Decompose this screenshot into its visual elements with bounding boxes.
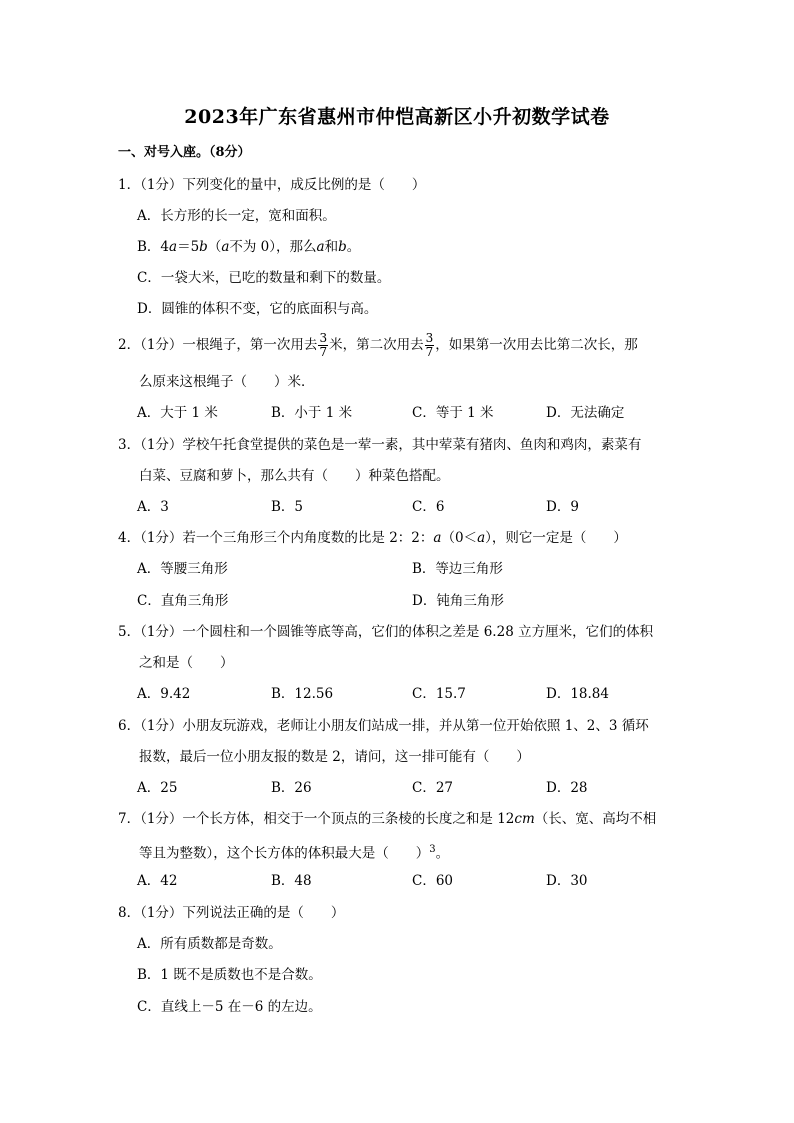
- question-1-option-b: B．4a＝5b（a不为 0），那么a和b。: [137, 239, 361, 255]
- section-heading: 一、对号入座。（8分）: [118, 145, 251, 160]
- question-5-option-d: D．18.84: [546, 686, 609, 702]
- question-3-stem-line-1: 3．（1分）学校午托食堂提供的菜色是一荤一素，其中荤菜有猪肉、鱼肉和鸡肉，素菜有: [118, 437, 642, 453]
- question-7-option-c: C．60: [412, 873, 454, 889]
- question-7-stem-line-1: 7．（1分）一个长方体，相交于一个顶点的三条棱的长度之和是 12cm（长、宽、高均不相: [118, 811, 657, 827]
- question-2-option-a: A．大于 1 米: [137, 405, 218, 421]
- question-2-stem-line-1: 2．（1分）一根绳子，第一次用去 $\frac{3}{7}$ 米，第二次用去 $\frac{3}{7}$ ，如果第一次用去比第二次长，那: [118, 331, 638, 359]
- question-7-option-d: D．30: [546, 873, 588, 889]
- question-8-option-a: A．所有质数都是奇数。: [137, 936, 282, 952]
- question-2-option-d: D．无法确定: [546, 405, 625, 421]
- question-3-option-c: C．6: [412, 499, 445, 515]
- question-6-option-b: B．26: [271, 780, 312, 796]
- question-5-option-a: A．9.42: [137, 686, 191, 702]
- question-4-option-d: D．钝角三角形: [412, 593, 504, 609]
- question-2-stem-line-2: 么原来这根绳子（ ）米．: [139, 374, 315, 390]
- question-2-option-c: C．等于 1 米: [412, 405, 494, 421]
- question-4-option-b: B．等边三角形: [412, 561, 503, 577]
- question-1-option-d: D．圆锥的体积不变，它的底面积与高。: [137, 301, 378, 317]
- page-title: 2023年广东省惠州市仲恺高新区小升初数学试卷: [184, 106, 610, 128]
- question-2-option-b: B．小于 1 米: [271, 405, 353, 421]
- question-6-option-d: D．28: [546, 780, 588, 796]
- question-6-stem-line-2: 报数，最后一位小朋友报的数是 2，请问，这一排可能有（ ）: [139, 749, 530, 765]
- question-3-option-d: D．9: [546, 499, 579, 515]
- question-8-option-b: B．1 既不是质数也不是合数。: [137, 967, 322, 983]
- question-8-stem: 8．（1分）下列说法正确的是（ ）: [118, 905, 345, 921]
- question-7-option-b: B．48: [271, 873, 312, 889]
- fraction-three-sevenths-2: $\frac{3}{7}$: [425, 331, 434, 359]
- question-3-stem-line-2: 白菜、豆腐和萝卜，那么共有（ ）种菜色搭配。: [139, 468, 450, 484]
- question-3-option-b: B．5: [271, 499, 304, 515]
- question-5-option-c: C．15.7: [412, 686, 466, 702]
- question-4-option-c: C．直角三角形: [137, 593, 229, 609]
- question-4-option-a: A．等腰三角形: [137, 561, 228, 577]
- fraction-three-sevenths: $\frac{3}{7}$: [319, 331, 328, 359]
- question-5-option-b: B．12.56: [271, 686, 334, 702]
- question-6-option-c: C．27: [412, 780, 454, 796]
- question-5-stem-line-1: 5．（1分）一个圆柱和一个圆锥等底等高，它们的体积之差是 6.28 立方厘米，它们的体积: [118, 624, 654, 640]
- question-7-option-a: A．42: [137, 873, 178, 889]
- question-6-stem-line-1: 6．（1分）小朋友玩游戏，老师让小朋友们站成一排，并从第一位开始依照 1、2、3 循环: [118, 718, 649, 734]
- question-8-option-c: C．直线上－5 在－6 的左边。: [137, 999, 322, 1015]
- question-1-option-c: C．一袋大米，已吃的数量和剩下的数量。: [137, 270, 391, 286]
- question-5-stem-line-2: 之和是（ ）: [139, 655, 234, 671]
- question-6-option-a: A．25: [137, 780, 178, 796]
- question-3-option-a: A．3: [137, 499, 169, 515]
- question-1-stem: 1．（1分）下列变化的量中，成反比例的是（ ）: [118, 177, 426, 193]
- question-7-stem-line-2: 等且为整数），这个长方体的体积最大是（ ）$^3$。: [139, 844, 450, 862]
- question-4-stem: 4．（1分）若一个三角形三个内角度数的比是 2：2：a（0＜a），则它一定是（ ）: [118, 530, 627, 546]
- question-1-option-a: A．长方形的长一定，宽和面积。: [137, 208, 336, 224]
